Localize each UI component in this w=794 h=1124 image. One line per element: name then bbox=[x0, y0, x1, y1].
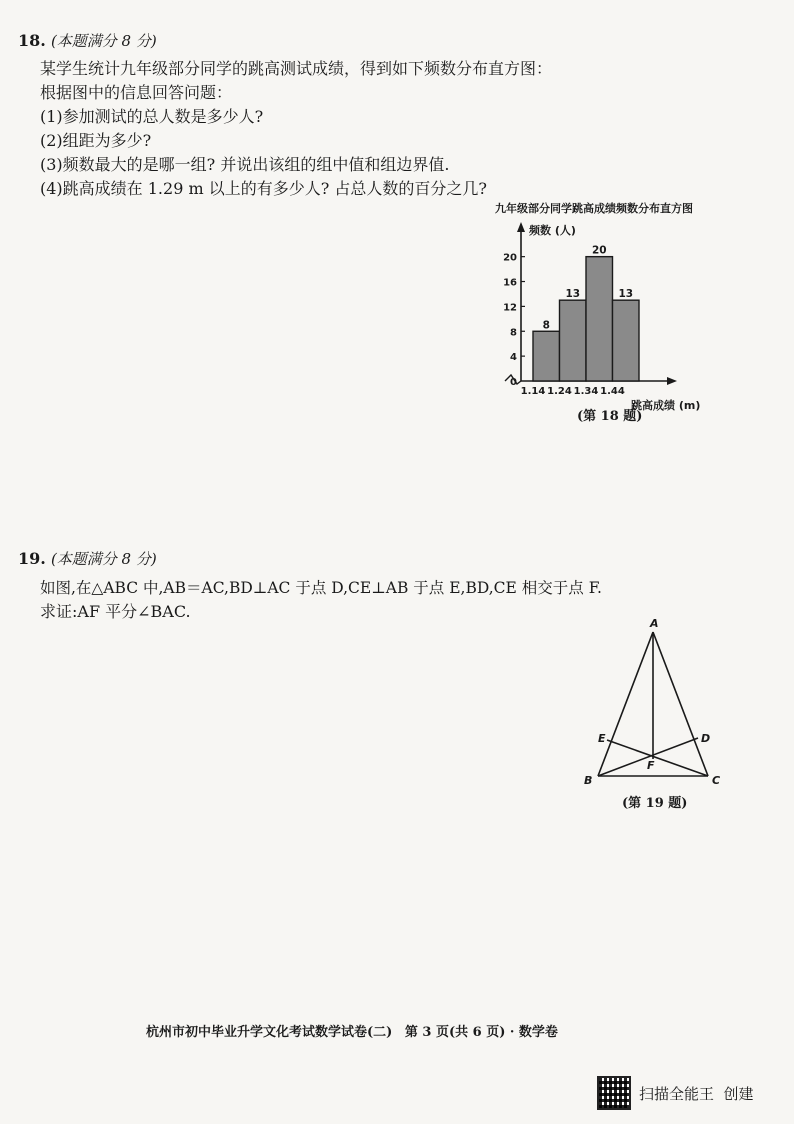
q18-part3: (3)频数最大的是哪一组? 并说出该组的组中值和组边界值. bbox=[40, 155, 450, 174]
q18-caption: (第 18 题) bbox=[577, 409, 643, 424]
x-tick-label: 1.34 bbox=[573, 386, 599, 397]
x-axis-arrow bbox=[667, 377, 677, 385]
label-b: B bbox=[584, 774, 593, 787]
bar-data-label: 20 bbox=[591, 244, 607, 257]
q18-instruction: 根据图中的信息回答问题： bbox=[40, 83, 233, 102]
y-tick-label: 12 bbox=[503, 302, 517, 314]
y-tick-label: 0 bbox=[510, 377, 517, 388]
segment-ce bbox=[607, 740, 708, 776]
y-tick-label: 16 bbox=[503, 277, 517, 289]
footer-subject: · 数学卷 bbox=[509, 1025, 558, 1040]
x-axis-label: 跳高成绩 (m) bbox=[631, 399, 701, 411]
q19-prove: 求证:AF 平分∠BAC. bbox=[40, 602, 191, 621]
q18-part4: (4)跳高成绩在 1.29 m 以上的有多少人? 占总人数的百分之几? bbox=[40, 179, 487, 198]
footer-page: 第 3 页(共 6 页) bbox=[404, 1025, 506, 1040]
y-axis-label: 频数 (人) bbox=[529, 224, 576, 237]
histogram-bar bbox=[533, 331, 560, 381]
q18-heading bbox=[18, 30, 157, 51]
bar-data-label: 8 bbox=[542, 319, 550, 332]
label-e: E bbox=[598, 732, 606, 745]
q19-score-header: (本题满分 8 分) bbox=[50, 550, 157, 568]
y-tick-label: 20 bbox=[503, 252, 517, 264]
side-ab bbox=[598, 632, 653, 776]
histogram-bar bbox=[613, 300, 640, 381]
histogram-chart bbox=[485, 216, 725, 411]
q18-number: 18. bbox=[18, 31, 46, 50]
q18-part2: (2)组距为多少? bbox=[40, 131, 152, 150]
q18-intro: 某学生统计九年级部分同学的跳高测试成绩，得到如下频数分布直方图： bbox=[40, 59, 553, 78]
q18-part1: (1)参加测试的总人数是多少人? bbox=[40, 107, 264, 126]
triangle-diagram bbox=[580, 618, 730, 790]
qr-code-icon bbox=[597, 1076, 631, 1110]
footer-title: 杭州市初中毕业升学文化考试数学试卷(二) bbox=[146, 1025, 393, 1040]
page-footer bbox=[146, 1021, 558, 1040]
q19-statement: 如图,在△ABC 中,AB＝AC,BD⊥AC 于点 D,CE⊥AB 于点 E,BD,CE 相交于点 F. bbox=[40, 579, 602, 597]
y-axis-arrow bbox=[517, 222, 525, 232]
x-tick-label: 1.44 bbox=[600, 386, 625, 397]
y-tick-label: 8 bbox=[510, 327, 517, 339]
q18-score-header: (本题满分 8 分) bbox=[50, 32, 157, 50]
q19-caption: (第 19 题) bbox=[622, 796, 688, 811]
stamp-text: 扫描全能王 创建 bbox=[639, 1084, 754, 1103]
label-f: F bbox=[647, 759, 655, 772]
label-c: C bbox=[712, 774, 721, 787]
histogram-bar bbox=[586, 257, 613, 381]
label-d: D bbox=[701, 732, 711, 745]
y-tick-label: 4 bbox=[510, 352, 517, 364]
histogram-figure bbox=[485, 200, 725, 424]
bar-data-label: 13 bbox=[618, 288, 634, 301]
q19-heading bbox=[18, 548, 157, 569]
q19-number: 19. bbox=[18, 549, 46, 568]
chart-title: 九年级部分同学跳高成绩频数分布直方图 bbox=[495, 202, 693, 215]
x-tick-label: 1.24 bbox=[547, 386, 572, 397]
side-ac bbox=[653, 632, 711, 776]
histogram-bar bbox=[560, 300, 587, 381]
x-tick-label: 1.14 bbox=[520, 386, 546, 397]
bar-data-label: 13 bbox=[565, 288, 581, 301]
label-a: A bbox=[650, 618, 659, 630]
scanner-stamp bbox=[597, 1076, 754, 1110]
